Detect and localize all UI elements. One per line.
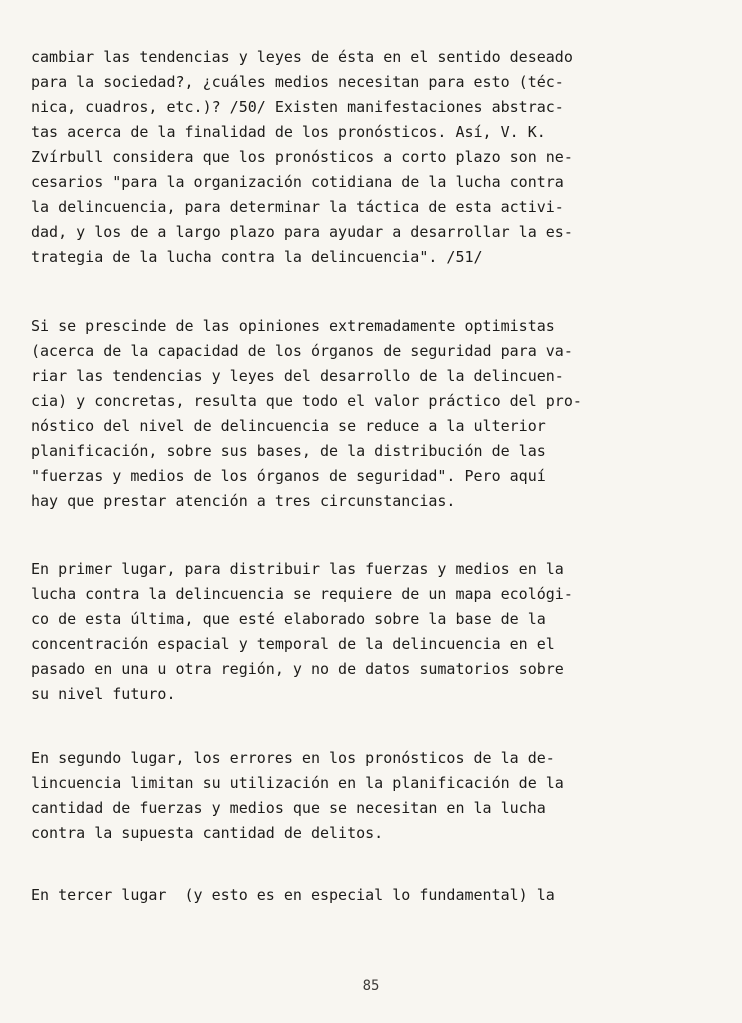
paragraph-2-line: (acerca de la capacidad de los órganos de seguridad para va- — [31, 342, 573, 360]
paragraph-5-line: En tercer lugar (y esto es en especial lo fundamental) la — [31, 886, 555, 904]
paragraph-3-line: concentración espacial y temporal de la delincuencia en el — [31, 635, 555, 653]
paragraph-1-line: para la sociedad?, ¿cuáles medios necesitan para esto (téc- — [31, 73, 564, 91]
paragraph-1-line: nica, cuadros, etc.)? /50/ Existen manifestaciones abstrac- — [31, 98, 564, 116]
paragraph-2-line: Si se prescinde de las opiniones extremadamente optimistas — [31, 317, 555, 335]
paragraph-1-line: cesarios "para la organización cotidiana de la lucha contra — [31, 173, 564, 191]
paragraph-2-line: hay que prestar atención a tres circunstancias. — [31, 492, 456, 510]
paragraph-3-line: co de esta última, que esté elaborado sobre la base de la — [31, 610, 546, 628]
paragraph-1-line: trategia de la lucha contra la delincuencia". /51/ — [31, 248, 483, 266]
page-number: 85 — [362, 978, 380, 994]
paragraph-1-line: Zvírbull considera que los pronósticos a corto plazo son ne- — [31, 148, 573, 166]
paragraph-3-line: su nivel futuro. — [31, 685, 176, 703]
paragraph-2-line: "fuerzas y medios de los órganos de seguridad". Pero aquí — [31, 467, 546, 485]
paragraph-4-line: cantidad de fuerzas y medios que se necesitan en la lucha — [31, 799, 546, 817]
paragraph-4-line: contra la supuesta cantidad de delitos. — [31, 824, 384, 842]
paragraph-2-line: nóstico del nivel de delincuencia se reduce a la ulterior — [31, 417, 546, 435]
paragraph-2-line: cia) y concretas, resulta que todo el valor práctico del pro- — [31, 392, 582, 410]
paragraph-4-line: En segundo lugar, los errores en los pronósticos de la de- — [31, 749, 555, 767]
paragraph-4-line: lincuencia limitan su utilización en la planificación de la — [31, 774, 564, 792]
paragraph-2-line: riar las tendencias y leyes del desarrollo de la delincuen- — [31, 367, 564, 385]
paragraph-3-line: En primer lugar, para distribuir las fuerzas y medios en la — [31, 560, 564, 578]
paragraph-3-line: pasado en una u otra región, y no de datos sumatorios sobre — [31, 660, 564, 678]
paragraph-1-line: tas acerca de la finalidad de los pronósticos. Así, V. K. — [31, 123, 546, 141]
paragraph-3-line: lucha contra la delincuencia se requiere de un mapa ecológi- — [31, 585, 573, 603]
paragraph-2-line: planificación, sobre sus bases, de la distribución de las — [31, 442, 546, 460]
paragraph-1-line: cambiar las tendencias y leyes de ésta en el sentido deseado — [31, 48, 573, 66]
paragraph-1-line: dad, y los de a largo plazo para ayudar a desarrollar la es- — [31, 223, 573, 241]
paragraph-1-line: la delincuencia, para determinar la táctica de esta activi- — [31, 198, 564, 216]
